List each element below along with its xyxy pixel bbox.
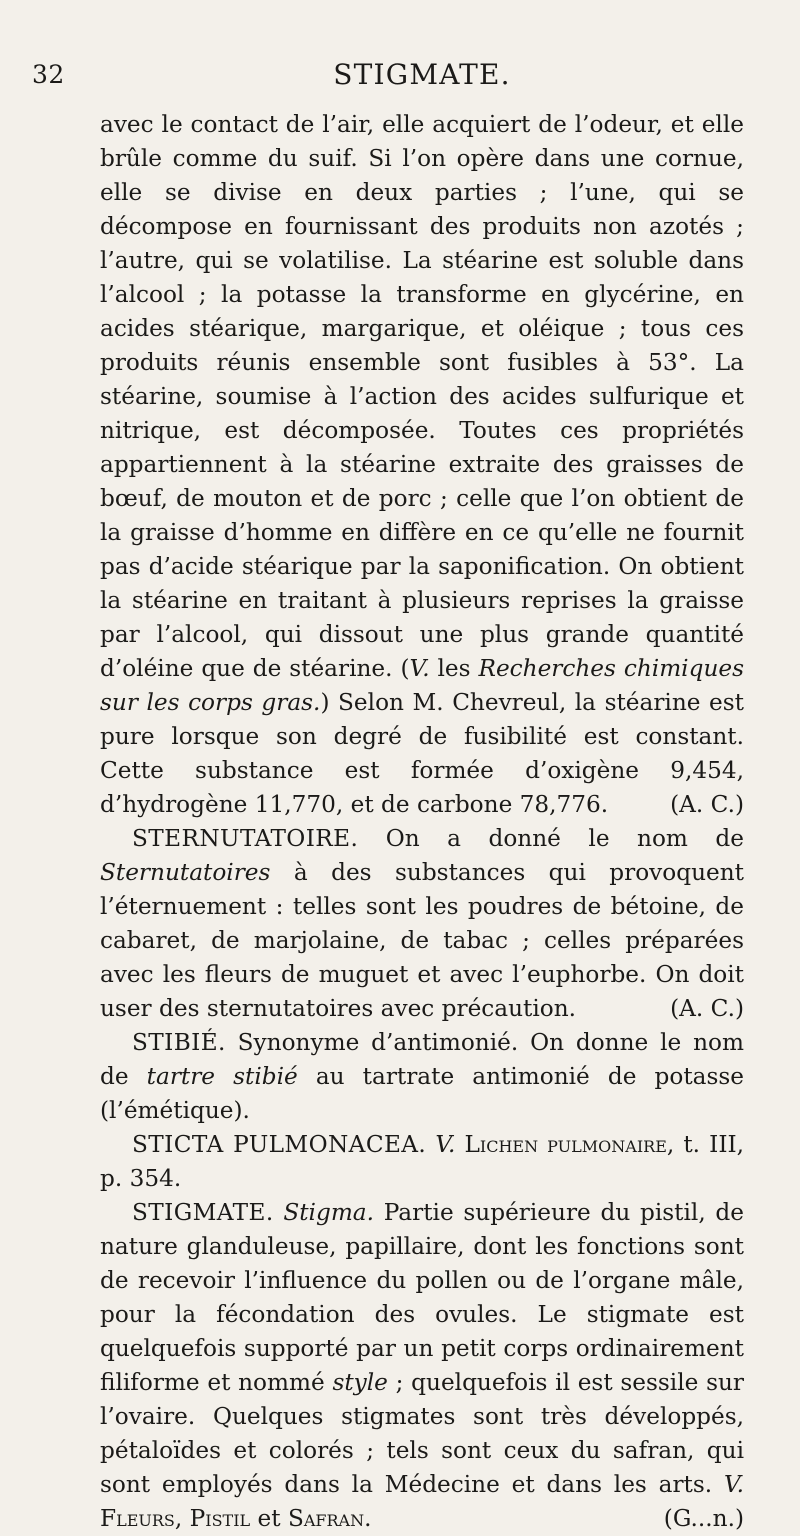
entry-term: Sternutatoires [100, 859, 271, 886]
author-signature: (G...n.) [663, 1505, 744, 1532]
entry-term: tartre stibié [146, 1063, 298, 1090]
entry-sternutatoire [100, 822, 744, 1026]
reference-title: Recherches chimiques sur les corps gras. [100, 655, 745, 716]
running-head [32, 54, 744, 91]
cross-reference-safran: Safran [287, 1505, 365, 1532]
voir-marker: V. [409, 655, 430, 682]
running-title: STIGMATE. [333, 58, 511, 91]
cross-reference-pistil: Pistil [189, 1505, 251, 1532]
entry-headword: STIGMATE. [132, 1199, 274, 1226]
entry-text-3: . [364, 1505, 372, 1532]
entry-sticta [100, 1128, 744, 1196]
entry-term-style: style [332, 1369, 388, 1396]
entry-text-1: Synonyme d’antimonié. On donne le nom de [100, 1029, 744, 1090]
entry-text-2: à des substances qui provoquent l’éternuement : telles sont les poudres de bétoine, de cabaret, de marjolaine, de tabac ; celles préparées avec les fleurs de muguet et avec l’euphorbe. On doit user des sternutatoires avec précaution. [100, 859, 744, 1022]
reference-separator: et [250, 1505, 288, 1532]
entry-headword: STIBIÉ. [132, 1029, 226, 1056]
entry-text-1: On a donné le nom de [358, 825, 744, 852]
entry-term: Stigma. [283, 1199, 375, 1226]
stearine-continuation [100, 108, 744, 822]
voir-marker: V. [435, 1131, 456, 1158]
cross-reference-fleurs: Fleurs [100, 1505, 175, 1532]
entry-stibie [100, 1026, 744, 1128]
entry-text-2: au tartrate antimonié de potasse (l’émétique). [100, 1063, 744, 1124]
stearine-text-1: avec le contact de l’air, elle acquiert de l’odeur, et elle brûle comme du suif. Si l’on opère dans une cornue, elle se divise en deux parties ; l’une, qui se décompose en fournissant des produits non azotés ; l’autre, qui se volatilise. La stéarine est soluble dans l’alcool ; la potasse la transforme en glycérine, en acides stéarique, margarique, et oléique ; tous ces produits réunis ensemble sont fusibles à 53°. La stéarine, soumise à l’action des acides sulfurique et nitrique, est décomposée. Toutes ces propriétés appartiennent à la stéarine extraite des graisses de bœuf, de mouton et de porc ; celle que l’on obtient de la graisse d’homme en diffère en ce qu’elle ne fournit pas d’acide stéarique par la saponification. On obtient la stéarine en traitant à plusieurs reprises la graisse par l’alcool, qui dissout une plus grande quantité d’oléine que de stéarine. ( [100, 111, 744, 682]
author-signature: (A. C.) [670, 791, 744, 818]
stearine-text-3: ) Selon M. Chevreul, la stéarine est pure lorsque son degré de fusibilité est constant. Cette substance est formée d’oxigène 9,454, d’hydrogène 11,770, et de carbone 78,776. [100, 689, 744, 818]
stearine-text-2: les [429, 655, 479, 682]
article-body [100, 108, 744, 1536]
entry-text-1: Partie supérieure du pistil, de nature glanduleuse, papillaire, dont les fonctions sont de recevoir l’influence du pollen ou de l’organe mâle, pour la fécondation des ovules. Le stigmate est quelquefois supporté par un petit corps ordinairement filiforme et nommé [100, 1199, 744, 1396]
entry-headword: STICTA PULMONACEA. [132, 1131, 427, 1158]
entry-text-2: ; quelquefois il est sessile sur l’ovaire. Quelques stigmates sont très développés, pétaloïdes et colorés ; tels sont ceux du safran, qui sont employés dans la Médecine et dans les arts. [100, 1369, 744, 1498]
entry-headword: STERNUTATOIRE. [132, 825, 359, 852]
page-number: 32 [32, 60, 65, 89]
reference-separator: , [174, 1505, 190, 1532]
entry-stigmate [100, 1196, 744, 1536]
author-signature: (A. C.) [670, 995, 744, 1022]
voir-marker: V. [723, 1471, 744, 1498]
entry-text-1: , t. III, p. 354. [100, 1131, 745, 1192]
cross-reference: Lichen pulmonaire [464, 1131, 667, 1158]
